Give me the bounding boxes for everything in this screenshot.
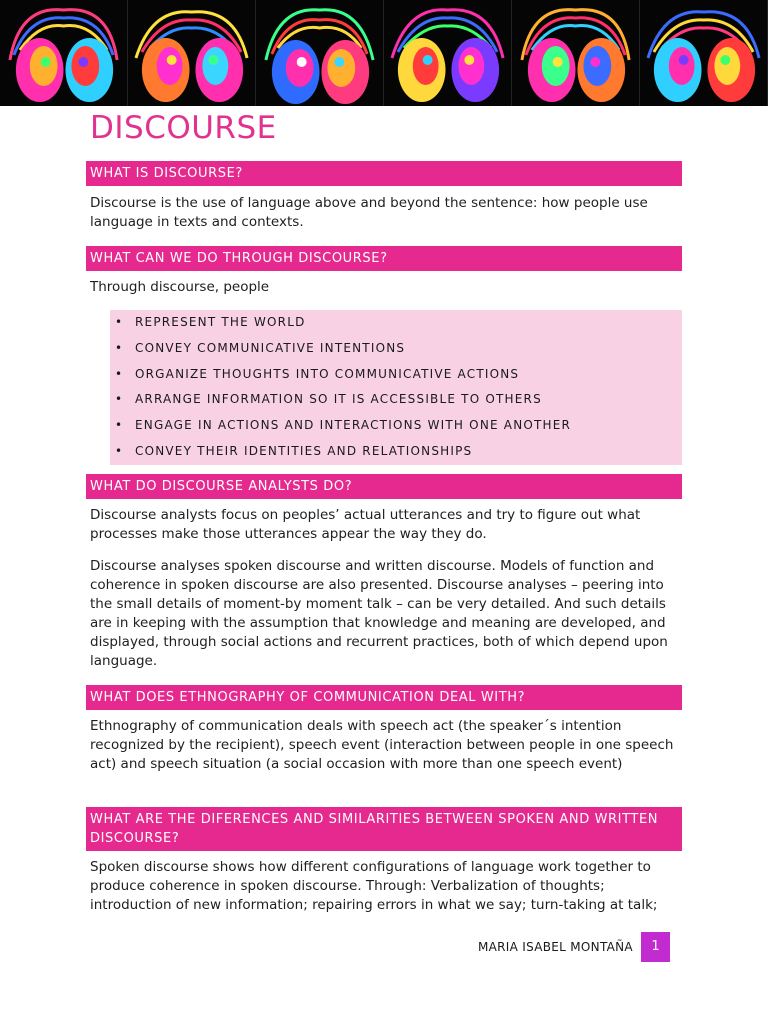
bullet-icon: • [115,418,124,433]
paragraph: Discourse analysts focus on peoples’ actual utterances and try to figure out what processes make those utterances appear the way they do. [90,507,641,542]
document-title: DISCOURSE [90,110,277,146]
bullet-icon: • [115,340,124,355]
list-item: • ORGANIZE THOUGHTS INTO COMMUNICATIVE ACTIONS [110,362,682,388]
bullet-icon: • [115,392,124,407]
bullet-icon: • [115,315,124,329]
paragraph: Through discourse, people [90,279,270,295]
section-ethnography [86,685,682,710]
section-body [86,506,682,544]
section-heading: WHAT IS DISCOURSE? [86,161,682,186]
head-illustration [0,0,128,106]
header-banner [0,0,768,106]
paragraph: Spoken discourse shows how different configurations of language work together to produce coherence in spoken discourse. Through: Verbalization of thoughts; introduction of new information; repairing errors in what we say; turn-taking at talk; [90,859,658,913]
bullet-list [110,310,682,465]
section-body [86,278,682,297]
section-what-is-discourse [86,161,682,186]
section-heading: WHAT DOES ETHNOGRAPHY OF COMMUNICATION DEAL WITH? [86,685,682,710]
bullet-icon: • [115,366,124,381]
section-discourse-analysts [86,474,682,499]
list-item: • CONVEY THEIR IDENTITIES AND RELATIONSHIPS [110,439,682,465]
bullet-icon: • [115,443,124,458]
list-item: • REPRESENT THE WORLD [110,310,682,336]
section-body [86,557,682,671]
paragraph: Discourse analyses spoken discourse and written discourse. Models of function and coherence in spoken discourse are also presented. Discourse analyses – peering into the small details of moment-by moment talk – can be very detailed. And such details are in keeping with the assumption that knowledge and meaning are developed, and displayed, through social actions and recurrent practices, both of which depend upon language. [90,558,668,669]
section-body [86,717,682,774]
section-body [86,858,682,915]
footer-author: MARIA ISABEL MONTAÑA [478,940,633,954]
page-number-badge: 1 [641,932,670,962]
paragraph: Discourse is the use of language above and beyond the sentence: how people use language in texts and contexts. [90,195,648,230]
section-heading: WHAT ARE THE DIFERENCES AND SIMILARITIES BETWEEN SPOKEN AND WRITTEN DISCOURSE? [86,807,682,851]
list-item: • ENGAGE IN ACTIONS AND INTERACTIONS WITH ONE ANOTHER [110,413,682,439]
section-spoken-written [86,807,682,851]
head-illustration [512,0,640,106]
paragraph: Ethnography of communication deals with speech act (the speaker´s intention recognized by the recipient), speech event (interaction between people in one speech act) and speech situation (a social occasion with more than one speech event) [90,718,674,772]
section-heading: WHAT DO DISCOURSE ANALYSTS DO? [86,474,682,499]
list-item: • CONVEY COMMUNICATIVE INTENTIONS [110,336,682,362]
section-what-can-we-do [86,246,682,271]
head-illustration [640,0,768,106]
list-item: • ARRANGE INFORMATION SO IT IS ACCESSIBLE TO OTHERS [110,387,682,413]
head-illustration [384,0,512,106]
head-illustration [128,0,256,106]
section-heading: WHAT CAN WE DO THROUGH DISCOURSE? [86,246,682,271]
head-illustration [256,0,384,106]
section-body [86,194,682,232]
